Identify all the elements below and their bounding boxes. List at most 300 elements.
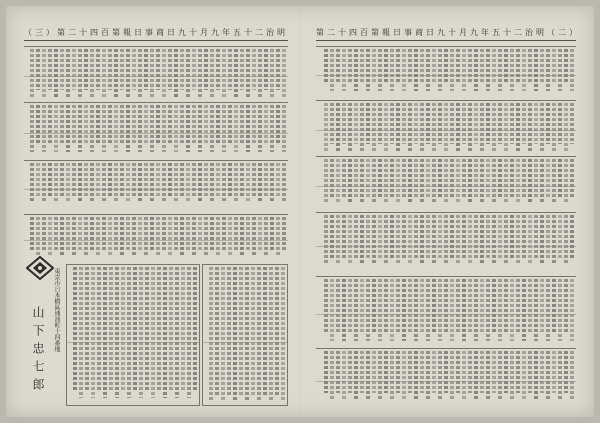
print-column: [324, 279, 328, 334]
print-column: [516, 49, 520, 84]
print-column: [48, 105, 52, 145]
left-block-listings-1: [24, 46, 288, 99]
print-column: [156, 105, 160, 145]
print-column: [60, 105, 64, 145]
print-column: [330, 159, 334, 197]
print-column: [150, 163, 154, 203]
print-column: [245, 267, 249, 402]
print-column: [169, 267, 173, 391]
print-column: [480, 159, 484, 204]
print-column: [342, 215, 346, 258]
print-column: [354, 103, 358, 144]
print-column: [78, 217, 82, 250]
print-column: [342, 279, 346, 341]
print-column: [102, 105, 106, 152]
print-column: [175, 267, 179, 398]
print-column: [127, 267, 131, 398]
print-column: [396, 215, 400, 265]
print-column: [444, 103, 448, 151]
print-column: [498, 159, 502, 197]
print-column: [180, 49, 184, 90]
print-column: [192, 49, 196, 90]
print-column: [30, 105, 34, 152]
print-column: [558, 159, 562, 197]
print-column: [450, 103, 454, 144]
print-column: [192, 105, 196, 145]
print-column: [372, 215, 376, 265]
print-column: [156, 163, 160, 196]
print-column: [264, 217, 268, 257]
print-column: [552, 351, 556, 393]
newspaper-sheet: [6, 6, 594, 417]
print-column: [36, 49, 40, 90]
print-column: [426, 351, 430, 400]
print-column: [342, 351, 346, 400]
print-column: [492, 103, 496, 151]
print-column: [432, 49, 436, 84]
print-column: [468, 49, 472, 84]
left-paper-title: 報日事商: [123, 27, 167, 37]
print-column: [480, 215, 484, 265]
print-column: [414, 49, 418, 91]
print-column: [570, 159, 574, 197]
print-column: [252, 217, 256, 257]
print-column: [48, 49, 52, 90]
print-column: [474, 215, 478, 258]
print-column: [270, 105, 274, 152]
print-column: [90, 49, 94, 97]
print-column: [450, 49, 454, 91]
print-column: [408, 49, 412, 84]
print-column: [276, 105, 280, 145]
print-column: [139, 267, 143, 398]
print-column: [84, 105, 88, 145]
print-column: [72, 217, 76, 257]
right-block-listings-5: [316, 276, 576, 345]
print-column: [516, 215, 520, 265]
print-column: [444, 49, 448, 84]
print-column: [522, 49, 526, 91]
print-column: [462, 49, 466, 91]
print-column: [378, 49, 382, 91]
print-column: [504, 215, 508, 265]
print-column: [90, 163, 94, 203]
print-column: [348, 215, 352, 265]
print-column: [336, 103, 340, 151]
right-paper-title: 報日事商: [382, 27, 426, 37]
print-column: [402, 351, 406, 400]
print-column: [234, 105, 238, 152]
print-column: [269, 267, 273, 402]
print-column: [90, 217, 94, 250]
print-column: [96, 105, 100, 145]
print-column: [360, 279, 364, 334]
left-date: 日九十月九年五十二治明: [167, 27, 288, 37]
print-column: [240, 163, 244, 196]
print-column: [215, 267, 219, 395]
left-ad-text-block: [66, 264, 200, 406]
print-column: [486, 103, 490, 144]
print-column: [132, 217, 136, 257]
print-column: [378, 215, 382, 258]
print-column: [540, 49, 544, 84]
print-column: [360, 215, 364, 265]
print-column: [372, 103, 376, 151]
print-column: [180, 163, 184, 196]
print-column: [438, 103, 442, 144]
print-column: [174, 217, 178, 250]
right-date: 日九十月九年五十二治明: [426, 27, 547, 37]
print-column: [198, 163, 202, 203]
print-column: [438, 279, 442, 341]
print-column: [504, 49, 508, 84]
print-column: [108, 163, 112, 196]
print-column: [522, 215, 526, 258]
print-column: [234, 163, 238, 203]
print-column: [420, 49, 424, 84]
print-column: [276, 49, 280, 90]
print-column: [168, 105, 172, 145]
block-subrule: [316, 381, 576, 382]
print-column: [570, 215, 574, 258]
print-column: [150, 217, 154, 250]
print-column: [360, 159, 364, 204]
print-column: [60, 49, 64, 90]
print-column: [204, 49, 208, 90]
print-column: [486, 49, 490, 91]
print-column: [552, 215, 556, 265]
print-column: [252, 105, 256, 145]
print-column: [132, 163, 136, 196]
print-column: [103, 267, 107, 398]
print-column: [408, 279, 412, 334]
print-column: [252, 49, 256, 90]
print-column: [240, 49, 244, 90]
print-column: [372, 49, 376, 84]
print-column: [486, 159, 490, 197]
print-column: [378, 351, 382, 400]
print-column: [324, 159, 328, 204]
print-column: [210, 217, 214, 250]
print-column: [96, 163, 100, 196]
print-column: [384, 351, 388, 393]
print-column: [120, 217, 124, 257]
print-column: [384, 159, 388, 204]
right-page: [300, 6, 594, 417]
print-column: [96, 49, 100, 90]
print-column: [132, 49, 136, 90]
print-column: [360, 351, 364, 393]
print-column: [552, 159, 556, 204]
print-column: [48, 217, 52, 257]
print-column: [558, 49, 562, 91]
print-column: [534, 279, 538, 341]
print-column: [570, 103, 574, 144]
print-column: [221, 267, 225, 402]
print-column: [432, 215, 436, 265]
print-column: [84, 217, 88, 257]
print-column: [546, 103, 550, 144]
print-column: [522, 103, 526, 144]
print-column: [30, 49, 34, 97]
print-column: [42, 163, 46, 203]
print-column: [540, 159, 544, 204]
print-column: [114, 105, 118, 152]
print-column: [330, 215, 334, 258]
print-column: [264, 105, 268, 145]
print-column: [366, 49, 370, 91]
print-column: [72, 49, 76, 90]
print-column: [384, 215, 388, 265]
print-column: [474, 159, 478, 197]
print-column: [60, 217, 64, 257]
print-column: [456, 103, 460, 151]
print-column: [162, 217, 166, 250]
print-column: [330, 351, 334, 400]
print-column: [402, 159, 406, 197]
print-column: [420, 351, 424, 393]
print-column: [384, 279, 388, 334]
print-column: [198, 49, 202, 97]
print-column: [91, 267, 95, 398]
print-column: [504, 103, 508, 151]
print-column: [432, 159, 436, 204]
right-block-listings-6: [316, 348, 576, 407]
print-column: [263, 267, 267, 395]
print-column: [360, 49, 364, 84]
print-column: [570, 49, 574, 91]
print-column: [281, 267, 285, 402]
print-column: [120, 49, 124, 90]
print-column: [510, 279, 514, 341]
print-column: [450, 159, 454, 197]
print-column: [145, 267, 149, 391]
block-subrule: [24, 133, 288, 134]
print-column: [336, 215, 340, 265]
print-column: [276, 163, 280, 196]
print-column: [480, 49, 484, 84]
print-column: [151, 267, 155, 398]
print-column: [456, 279, 460, 334]
print-column: [528, 103, 532, 151]
print-column: [354, 279, 358, 341]
print-column: [210, 49, 214, 97]
print-column: [42, 49, 46, 97]
print-column: [66, 105, 70, 152]
print-column: [192, 217, 196, 257]
print-column: [564, 159, 568, 204]
print-column: [438, 351, 442, 400]
print-column: [486, 279, 490, 341]
print-column: [264, 163, 268, 196]
print-column: [342, 49, 346, 91]
print-column: [84, 163, 88, 196]
print-column: [186, 49, 190, 97]
block-subrule: [24, 76, 288, 77]
print-column: [78, 105, 82, 152]
print-column: [239, 267, 243, 395]
print-column: [30, 217, 34, 250]
print-column: [438, 215, 442, 258]
print-column: [372, 159, 376, 204]
print-column: [432, 279, 436, 334]
print-column: [504, 279, 508, 334]
print-column: [402, 49, 406, 91]
print-column: [240, 105, 244, 145]
print-column: [390, 49, 394, 91]
print-column: [354, 215, 358, 258]
print-column: [510, 215, 514, 258]
print-column: [408, 351, 412, 393]
print-column: [504, 159, 508, 204]
print-column: [54, 49, 58, 97]
print-column: [498, 49, 502, 91]
print-column: [414, 279, 418, 341]
print-column: [444, 351, 448, 393]
print-column: [348, 49, 352, 84]
print-column: [174, 49, 178, 97]
print-column: [462, 103, 466, 144]
print-column: [366, 215, 370, 258]
print-column: [552, 103, 556, 151]
print-column: [564, 103, 568, 151]
print-column: [558, 351, 562, 400]
print-column: [126, 105, 130, 152]
print-column: [450, 351, 454, 400]
print-column: [227, 267, 231, 395]
print-column: [534, 103, 538, 144]
print-column: [324, 351, 328, 393]
print-column: [360, 103, 364, 151]
print-column: [222, 105, 226, 152]
print-column: [558, 215, 562, 258]
print-column: [246, 163, 250, 203]
print-column: [204, 217, 208, 257]
print-column: [114, 217, 118, 250]
print-column: [216, 49, 220, 90]
print-column: [462, 279, 466, 341]
print-column: [126, 217, 130, 250]
print-column: [396, 49, 400, 84]
print-column: [181, 267, 185, 391]
print-column: [480, 279, 484, 334]
print-column: [420, 279, 424, 334]
print-column: [354, 49, 358, 91]
print-column: [546, 49, 550, 91]
print-column: [510, 159, 514, 197]
print-column: [216, 217, 220, 257]
print-column: [222, 217, 226, 250]
print-column: [54, 163, 58, 203]
print-column: [36, 163, 40, 196]
print-column: [36, 217, 40, 257]
print-column: [420, 215, 424, 265]
print-column: [480, 103, 484, 151]
print-column: [324, 49, 328, 84]
right-issue-number: 第二十四百第: [316, 27, 382, 37]
print-column: [528, 49, 532, 84]
print-column: [516, 103, 520, 151]
print-column: [270, 163, 274, 203]
print-column: [54, 105, 58, 152]
print-column: [168, 163, 172, 196]
print-column: [534, 49, 538, 91]
print-column: [258, 217, 262, 250]
print-column: [252, 163, 256, 196]
print-column: [378, 279, 382, 341]
print-column: [282, 49, 286, 97]
print-column: [174, 105, 178, 152]
print-column: [480, 351, 484, 393]
print-column: [528, 351, 532, 393]
left-page-header: [24, 24, 288, 41]
print-column: [468, 279, 472, 334]
advertiser-name: 山下忠七郎: [31, 306, 45, 396]
print-column: [216, 105, 220, 145]
print-column: [534, 159, 538, 197]
print-column: [162, 163, 166, 203]
right-page-header: [316, 24, 580, 41]
print-column: [336, 279, 340, 334]
print-column: [204, 163, 208, 196]
print-column: [180, 217, 184, 257]
print-column: [204, 105, 208, 145]
print-column: [366, 279, 370, 341]
print-column: [564, 49, 568, 84]
left-page: [6, 6, 300, 417]
left-issue-number: 第二十四百第: [57, 27, 123, 37]
right-block-listings-4: [316, 212, 576, 273]
print-column: [342, 103, 346, 144]
print-column: [384, 103, 388, 151]
print-column: [426, 49, 430, 91]
print-column: [438, 49, 442, 91]
print-column: [121, 267, 125, 391]
print-column: [258, 49, 262, 97]
print-column: [528, 159, 532, 204]
print-column: [115, 267, 119, 398]
right-block-listings-3: [316, 156, 576, 209]
print-column: [510, 103, 514, 144]
print-column: [426, 279, 430, 341]
print-column: [246, 105, 250, 152]
print-column: [222, 163, 226, 203]
print-column: [522, 351, 526, 400]
print-column: [162, 49, 166, 97]
block-subrule: [316, 186, 576, 187]
print-column: [486, 351, 490, 400]
print-column: [366, 351, 370, 400]
print-column: [390, 279, 394, 341]
print-column: [270, 49, 274, 97]
print-column: [233, 267, 237, 402]
print-column: [546, 351, 550, 400]
print-column: [450, 279, 454, 341]
print-column: [462, 215, 466, 258]
print-column: [209, 267, 213, 402]
block-subrule: [67, 342, 199, 343]
print-column: [180, 105, 184, 145]
print-column: [486, 215, 490, 258]
print-column: [474, 49, 478, 91]
print-column: [492, 49, 496, 84]
print-column: [396, 279, 400, 334]
print-column: [516, 159, 520, 204]
print-column: [354, 351, 358, 400]
print-column: [372, 351, 376, 393]
print-column: [162, 105, 166, 152]
block-subrule: [24, 189, 288, 190]
